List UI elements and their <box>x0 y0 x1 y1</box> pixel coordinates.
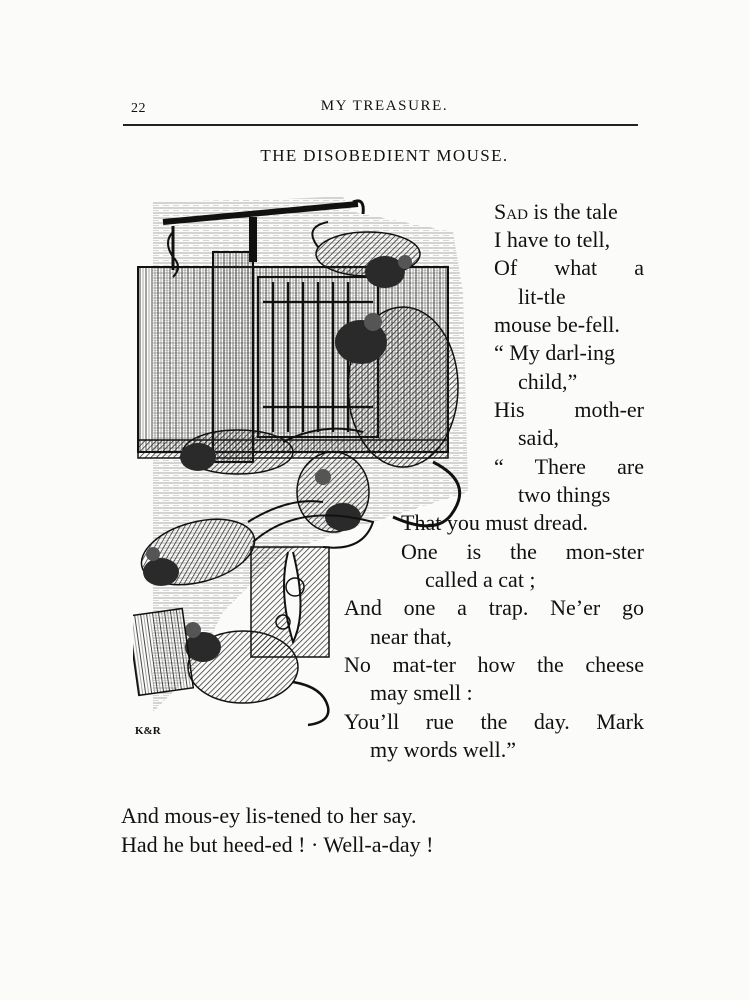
poem-line: I have to tell, <box>494 227 611 252</box>
engraver-signature: K&R <box>135 725 161 737</box>
running-title: MY TREASURE. <box>320 98 449 114</box>
poem-line: Of what a <box>494 255 644 280</box>
poem-line: You’ll rue the day. Mark <box>344 709 644 734</box>
wood-crate-corner <box>133 608 193 695</box>
poem-line: One is the mon-ster <box>401 539 644 564</box>
header-rule <box>123 124 638 126</box>
poem-line: near that, <box>370 624 452 649</box>
poem-line: No mat-ter how the cheese <box>344 652 644 677</box>
poem-line: That you must dread. <box>401 510 588 535</box>
poem-line-1-rest: is the tale <box>527 199 618 224</box>
poem-opening-word: Sad <box>494 199 528 224</box>
poem-closing-line: And mous-ey lis-tened to her say. <box>121 803 417 828</box>
poem-line: two things <box>518 482 611 507</box>
poem-closing-line: Had he but heed-ed ! · Well-a-day ! <box>121 832 434 857</box>
poem-line: lit-tle <box>518 284 566 309</box>
poem-line <box>494 201 644 223</box>
poem-line: said, <box>518 425 559 450</box>
poem-line: called a cat ; <box>425 567 536 592</box>
poem-line: “ There are <box>494 454 644 479</box>
poem-line: “ My darl-ing <box>494 340 615 365</box>
poem-title: THE DISOBEDIENT MOUSE. <box>260 146 509 165</box>
poem-line: may smell : <box>370 680 473 705</box>
poem-line: And one a trap. Ne’er go <box>344 595 644 620</box>
poem-line: His moth-er <box>494 397 644 422</box>
page-number: 22 <box>131 101 146 116</box>
mouse-crouching-center <box>297 452 369 532</box>
poem-line: my words well.” <box>370 737 517 762</box>
poem-line: child,” <box>518 369 578 394</box>
poem-line: mouse be-fell. <box>494 312 620 337</box>
